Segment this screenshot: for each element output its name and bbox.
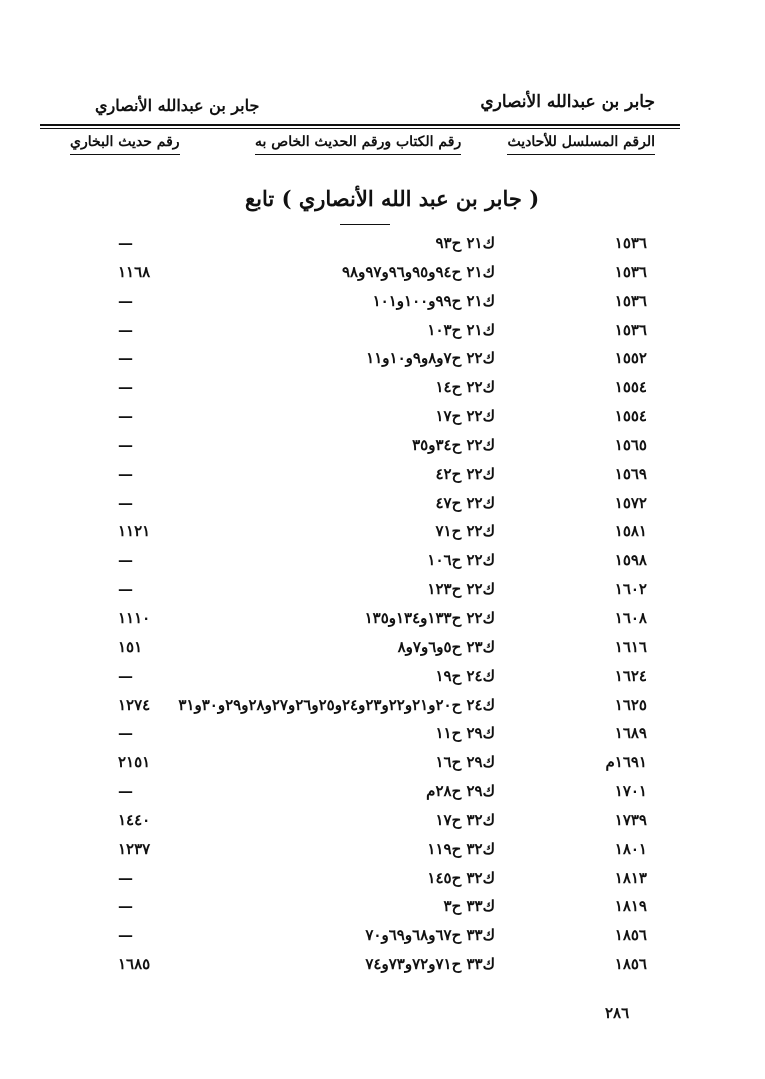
bukhari-number-cell: —	[118, 464, 133, 483]
table-row	[0, 490, 765, 519]
serial-number-cell: ١٦٠٨	[614, 608, 647, 627]
book-hadith-ref-cell: ك٢١ ح١٠٣	[427, 320, 495, 339]
table-row	[0, 288, 765, 317]
book-hadith-ref-cell: ك٢٤ ح١٩	[435, 666, 495, 685]
section-title: ( جابر بن عبد الله الأنصاري ) تابع	[245, 186, 540, 211]
book-hadith-ref-cell: ك٢٢ ح٣٤و٣٥	[412, 435, 495, 454]
serial-number-cell: ١٨١٣	[614, 868, 647, 887]
table-row	[0, 663, 765, 692]
book-hadith-ref-cell: ك٣٢ ح١٤٥	[427, 868, 495, 887]
serial-number-cell: ١٦١٦	[614, 637, 647, 656]
bukhari-number-cell: —	[118, 897, 133, 916]
book-hadith-ref-cell: ك٣٣ ح٣	[443, 897, 495, 916]
book-hadith-ref-cell: ك٣٣ ح٧١و٧٢و٧٣و٧٤	[365, 955, 495, 974]
table-row	[0, 230, 765, 259]
serial-number-cell: ١٦٩١م	[605, 753, 647, 772]
book-hadith-ref-cell: ك٢٢ ح١٤	[435, 378, 495, 397]
page-number: ٢٨٦	[605, 1004, 630, 1022]
table-row	[0, 865, 765, 894]
table-row	[0, 461, 765, 490]
serial-number-cell: ١٦٠٢	[614, 580, 647, 599]
book-hadith-ref-cell: ك٢٤ ح٢٠و٢١و٢٢و٢٣و٢٤و٢٥و٢٦و٢٧و٢٨و٢٩و٣٠و٣١	[178, 695, 495, 714]
serial-number-cell: ١٥٣٦	[614, 320, 647, 339]
table-row	[0, 518, 765, 547]
bukhari-number-cell: —	[118, 580, 133, 599]
bukhari-number-cell: —	[118, 435, 133, 454]
table-row	[0, 836, 765, 865]
serial-number-cell: ١٥٥٤	[614, 407, 647, 426]
serial-number-cell: ١٨٠١	[614, 839, 647, 858]
book-hadith-ref-cell: ك٢٣ ح٥و٦و٧و٨	[397, 637, 495, 656]
table-row	[0, 576, 765, 605]
book-hadith-ref-cell: ك٢١ ح٩٤و٩٥و٩٦و٩٧و٩٨	[341, 262, 495, 281]
serial-number-cell: ١٥٦٥	[614, 435, 647, 454]
bukhari-number-cell: —	[118, 926, 133, 945]
bukhari-number-cell: —	[118, 493, 133, 512]
bukhari-number-cell: —	[118, 551, 133, 570]
book-hadith-ref-cell: ك٢٩ ح١١	[435, 724, 495, 743]
table-row	[0, 893, 765, 922]
table-row	[0, 259, 765, 288]
header-rule	[40, 124, 680, 126]
section-title-rule	[340, 224, 390, 225]
bukhari-number-cell: ١٤٤٠	[118, 810, 151, 829]
book-hadith-ref-cell: ك٢٢ ح٤٧	[435, 493, 495, 512]
bukhari-number-cell: —	[118, 782, 133, 801]
table-row	[0, 807, 765, 836]
bukhari-number-cell: ١٦٨٥	[118, 955, 151, 974]
hadith-table	[0, 230, 765, 980]
bukhari-number-cell: ١١٢١	[118, 522, 151, 541]
book-hadith-ref-cell: ك٢٩ ح٢٨م	[426, 782, 495, 801]
book-hadith-ref-cell: ك٢٢ ح١٠٦	[427, 551, 495, 570]
table-row	[0, 317, 765, 346]
running-head-left: جابر بن عبدالله الأنصاري	[95, 96, 260, 115]
column-header-book: رقم الكتاب ورقم الحديث الخاص به	[255, 134, 461, 155]
table-row	[0, 692, 765, 721]
serial-number-cell: ١٥٩٨	[614, 551, 647, 570]
serial-number-cell: ١٦٨٩	[614, 724, 647, 743]
table-row	[0, 720, 765, 749]
serial-number-cell: ١٥٦٩	[614, 464, 647, 483]
bukhari-number-cell: —	[118, 320, 133, 339]
serial-number-cell: ١٥٧٢	[614, 493, 647, 512]
book-hadith-ref-cell: ك٢٢ ح٤٢	[435, 464, 495, 483]
table-row	[0, 605, 765, 634]
table-row	[0, 749, 765, 778]
book-hadith-ref-cell: ك٣٣ ح٦٧و٦٨و٦٩و٧٠	[365, 926, 495, 945]
serial-number-cell: ١٨١٩	[614, 897, 647, 916]
table-row	[0, 432, 765, 461]
serial-number-cell: ١٥٥٤	[614, 378, 647, 397]
bukhari-number-cell: ١١٦٨	[118, 262, 151, 281]
book-hadith-ref-cell: ك٢١ ح٩٩و١٠٠و١٠١	[372, 291, 495, 310]
table-row	[0, 345, 765, 374]
header-rule-thin	[40, 128, 680, 129]
serial-number-cell: ١٧٣٩	[614, 810, 647, 829]
table-row	[0, 951, 765, 980]
serial-number-cell: ١٧٠١	[614, 782, 647, 801]
table-row	[0, 922, 765, 951]
serial-number-cell: ١٨٥٦	[614, 926, 647, 945]
serial-number-cell: ١٦٢٤	[614, 666, 647, 685]
serial-number-cell: ١٥٥٢	[614, 349, 647, 368]
book-hadith-ref-cell: ك٢١ ح٩٣	[435, 234, 495, 252]
bukhari-number-cell: ١٥١	[118, 637, 143, 656]
bukhari-number-cell: ١٢٧٤	[118, 695, 151, 714]
serial-number-cell: ١٥٣٦	[614, 234, 647, 252]
table-row	[0, 374, 765, 403]
serial-number-cell: ١٥٣٦	[614, 262, 647, 281]
book-hadith-ref-cell: ك٢٢ ح١٧	[435, 407, 495, 426]
book-hadith-ref-cell: ك٣٢ ح١٧	[435, 810, 495, 829]
book-hadith-ref-cell: ك٢٩ ح١٦	[435, 753, 495, 772]
running-head-right: جابر بن عبدالله الأنصاري	[480, 92, 655, 112]
serial-number-cell: ١٦٢٥	[614, 695, 647, 714]
column-header-serial: الرقم المسلسل للأحاديث	[507, 134, 655, 155]
serial-number-cell: ١٥٨١	[614, 522, 647, 541]
bukhari-number-cell: ١١١٠	[118, 608, 151, 627]
serial-number-cell: ١٥٣٦	[614, 291, 647, 310]
book-hadith-ref-cell: ك٢٢ ح١٢٣	[427, 580, 495, 599]
book-hadith-ref-cell: ك٢٢ ح١٣٣و١٣٤و١٣٥	[364, 608, 495, 627]
bukhari-number-cell: —	[118, 868, 133, 887]
bukhari-number-cell: —	[118, 666, 133, 685]
table-row	[0, 778, 765, 807]
bukhari-number-cell: —	[118, 349, 133, 368]
table-row	[0, 547, 765, 576]
bukhari-number-cell: —	[118, 291, 133, 310]
bukhari-number-cell: —	[118, 234, 133, 252]
table-row	[0, 634, 765, 663]
book-hadith-ref-cell: ك٢٢ ح٧و٨و٩و١٠و١١	[366, 349, 495, 368]
serial-number-cell: ١٨٥٦	[614, 955, 647, 974]
bukhari-number-cell: —	[118, 378, 133, 397]
bukhari-number-cell: —	[118, 407, 133, 426]
book-hadith-ref-cell: ك٢٢ ح٧١	[435, 522, 495, 541]
column-header-bukhari: رقم حديث البخاري	[70, 134, 180, 155]
book-hadith-ref-cell: ك٣٢ ح١١٩	[427, 839, 495, 858]
table-row	[0, 403, 765, 432]
bukhari-number-cell: —	[118, 724, 133, 743]
bukhari-number-cell: ١٢٣٧	[118, 839, 151, 858]
bukhari-number-cell: ٢١٥١	[118, 753, 151, 772]
